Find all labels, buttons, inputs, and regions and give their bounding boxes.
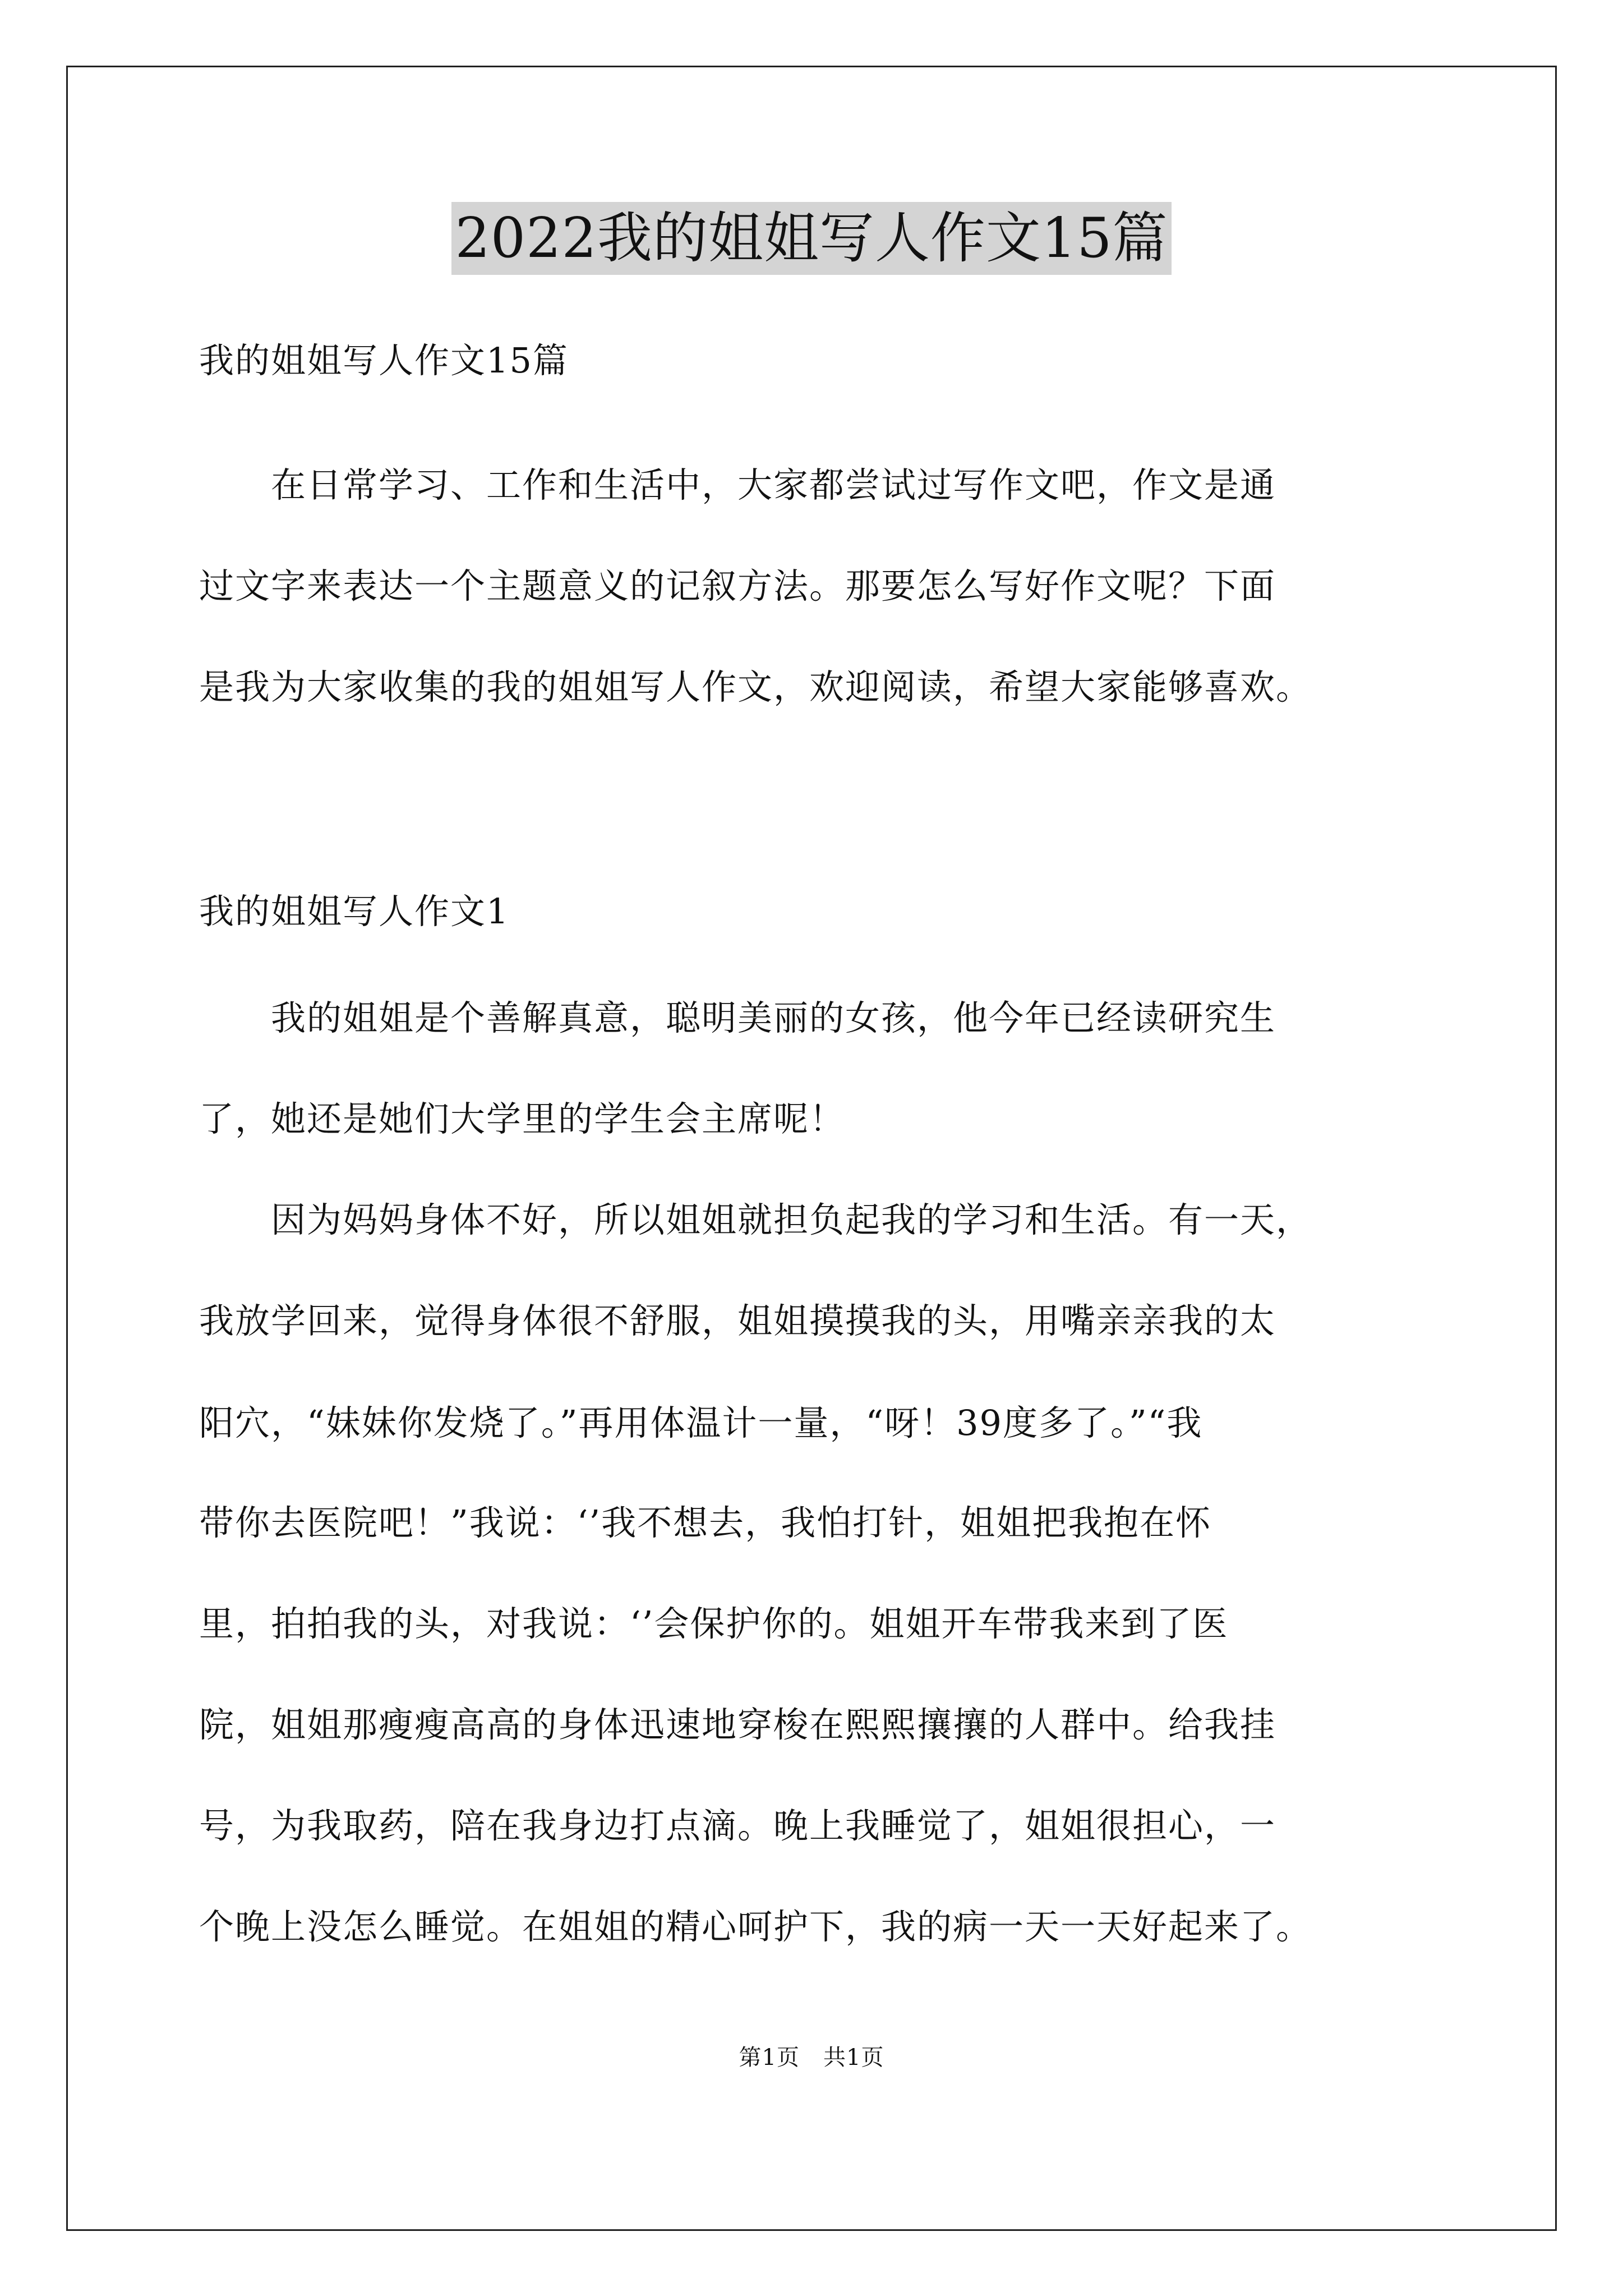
paragraph-line: 阳穴，“妹妹你发烧了。”再用体温计一量，“呀！39度多了。”“我 bbox=[199, 1402, 1203, 1443]
paragraph-line: 过文字来表达一个主题意义的记叙方法。那要怎么写好作文呢？下面 bbox=[199, 565, 1276, 606]
paragraph-line: 了，她还是她们大学里的学生会主席呢！ bbox=[199, 1098, 846, 1139]
paragraph-line: 里，拍拍我的头，对我说：‘’会保护你的。姐姐开车带我来到了医 bbox=[199, 1603, 1229, 1644]
page-total: 共1页 bbox=[823, 2045, 884, 2070]
page-number: 第1页 bbox=[739, 2045, 800, 2070]
paragraph-line: 我的姐姐是个善解真意，聪明美丽的女孩，他今年已经读研究生 bbox=[199, 997, 1276, 1038]
paragraph-line: 因为妈妈身体不好，所以姐姐就担负起我的学习和生活。有一天， bbox=[199, 1199, 1312, 1240]
subtitle-line: 我的姐姐写人作文15篇 bbox=[199, 340, 569, 381]
section-heading: 我的姐姐写人作文1 bbox=[199, 891, 510, 932]
page-footer bbox=[0, 2041, 1623, 2074]
document-title: 2022我的姐姐写人作文15篇 bbox=[451, 202, 1171, 275]
paragraph-line: 我放学回来，觉得身体很不舒服，姐姐摸摸我的头，用嘴亲亲我的太 bbox=[199, 1300, 1276, 1341]
paragraph-line: 号，为我取药，陪在我身边打点滴。晚上我睡觉了，姐姐很担心，一 bbox=[199, 1805, 1276, 1846]
paragraph-line: 带你去医院吧！”我说：‘’我不想去，我怕打针，姐姐把我抱在怀 bbox=[199, 1502, 1212, 1543]
paragraph-line: 是我为大家收集的我的姐姐写人作文，欢迎阅读，希望大家能够喜欢。 bbox=[199, 666, 1312, 707]
paragraph-line: 院，姐姐那瘦瘦高高的身体迅速地穿梭在熙熙攘攘的人群中。给我挂 bbox=[199, 1704, 1276, 1745]
paragraph-line: 个晚上没怎么睡觉。在姐姐的精心呵护下，我的病一天一天好起来了。 bbox=[199, 1906, 1312, 1947]
paragraph-line: 在日常学习、工作和生活中，大家都尝试过写作文吧，作文是通 bbox=[199, 464, 1276, 505]
title-block bbox=[0, 202, 1623, 275]
